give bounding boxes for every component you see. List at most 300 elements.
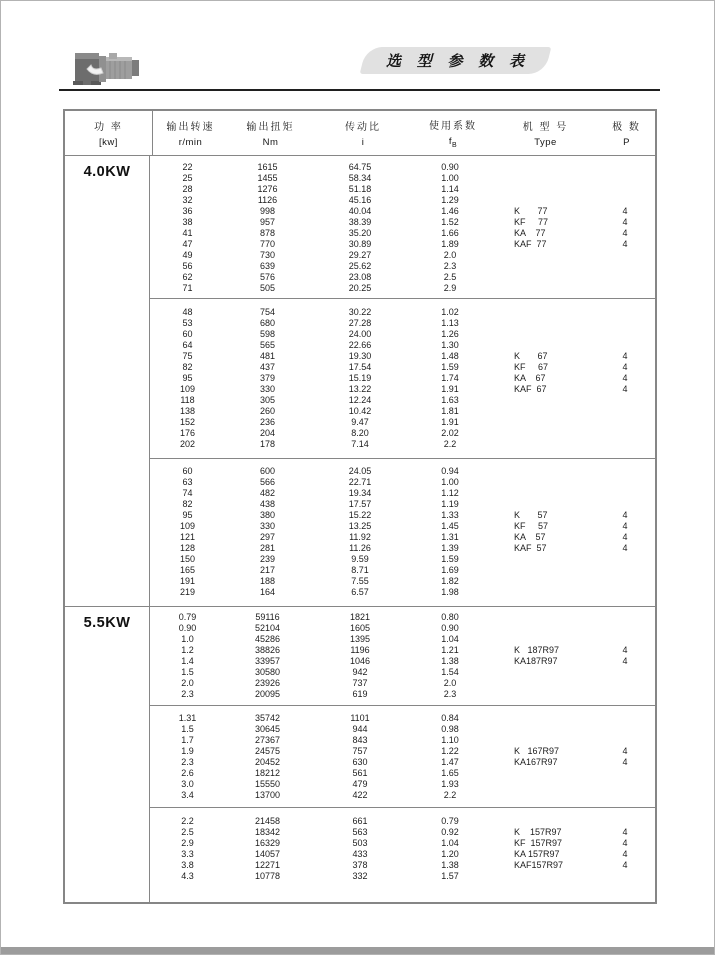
cell-output-speed: 2.0 — [181, 678, 194, 689]
ratio-block — [150, 299, 655, 459]
table-row — [150, 667, 655, 678]
cell-service-factor: 1.00 — [441, 173, 459, 184]
cell-service-factor: 0.90 — [441, 162, 459, 173]
cell-ratio: 17.57 — [348, 499, 372, 510]
cell-output-torque: 10778 — [254, 871, 281, 882]
cell-ratio: 378 — [352, 860, 368, 871]
cell-output-torque: 38826 — [254, 645, 281, 656]
cell-service-factor: 2.2 — [443, 438, 457, 449]
selection-parameter-table — [63, 109, 657, 904]
cell-output-speed: 3.3 — [181, 849, 194, 860]
cell-output-torque: 730 — [259, 249, 276, 260]
cell-service-factor: 1.31 — [441, 532, 459, 543]
ratio-block-list — [150, 156, 655, 606]
cell-service-factor: 1.54 — [441, 667, 459, 678]
header-rule — [59, 89, 660, 91]
cell-ratio: 561 — [352, 768, 368, 779]
cell-service-factor: 2.02 — [441, 427, 459, 438]
column-header-unit: Type — [534, 137, 557, 148]
cell-output-torque: 770 — [259, 239, 276, 250]
table-row — [150, 645, 655, 656]
cell-service-factor: 1.33 — [441, 510, 459, 521]
cell-type: KAF 57 — [514, 543, 547, 554]
table-row — [150, 575, 655, 586]
cell-service-factor: 2.5 — [443, 271, 457, 282]
cell-service-factor: 1.04 — [441, 634, 459, 645]
cell-poles: 4 — [622, 521, 628, 532]
cell-output-speed: 22 — [182, 162, 193, 173]
cell-output-torque: 297 — [259, 532, 276, 543]
table-row — [150, 271, 655, 282]
cell-service-factor: 1.46 — [441, 206, 459, 217]
cell-poles: 4 — [622, 757, 628, 768]
table-row — [150, 586, 655, 597]
cell-output-torque: 30645 — [254, 724, 281, 735]
cell-ratio: 13.25 — [348, 521, 372, 532]
cell-service-factor: 1.22 — [441, 746, 459, 757]
table-row — [150, 307, 655, 318]
cell-output-torque: 260 — [259, 405, 276, 416]
cell-output-torque: 13700 — [254, 790, 281, 801]
column-header-unit: i — [361, 137, 365, 148]
cell-poles: 4 — [622, 510, 628, 521]
cell-type: KF 67 — [514, 362, 549, 373]
column-header-cn: 输出转速 — [166, 122, 215, 133]
cell-type: KA 157R97 — [514, 849, 560, 860]
cell-ratio: 433 — [352, 849, 368, 860]
table-row — [150, 860, 655, 871]
cell-output-torque: 14057 — [254, 849, 281, 860]
column-header-cn: 极 数 — [612, 122, 641, 133]
cell-service-factor: 1.02 — [441, 307, 459, 318]
cell-type: KA 77 — [514, 228, 546, 239]
cell-type: KA187R97 — [514, 656, 558, 667]
power-section — [65, 606, 655, 902]
cell-poles: 4 — [622, 543, 628, 554]
cell-ratio: 422 — [352, 790, 368, 801]
cell-ratio: 64.75 — [348, 162, 372, 173]
cell-output-speed: 1.7 — [181, 735, 194, 746]
cell-output-speed: 128 — [179, 543, 196, 554]
page-title: 选 型 参 数 表 — [386, 54, 531, 70]
column-header — [313, 111, 413, 155]
cell-type: K 187R97 — [514, 645, 560, 656]
cell-service-factor: 1.93 — [441, 779, 459, 790]
cell-poles: 4 — [622, 384, 628, 395]
cell-output-speed: 32 — [182, 195, 193, 206]
cell-service-factor: 1.47 — [441, 757, 459, 768]
cell-type: KAF157R97 — [514, 860, 564, 871]
ratio-block — [150, 459, 655, 606]
cell-output-speed: 176 — [179, 427, 196, 438]
cell-output-torque: 21458 — [254, 816, 281, 827]
column-header — [493, 111, 598, 155]
cell-output-torque: 18212 — [254, 768, 281, 779]
cell-output-torque: 20095 — [254, 689, 281, 700]
cell-output-speed: 95 — [182, 373, 193, 384]
cell-output-speed: 118 — [180, 394, 195, 405]
cell-output-torque: 33957 — [254, 656, 281, 667]
cell-output-speed: 1.9 — [181, 746, 194, 757]
cell-poles: 4 — [622, 838, 628, 849]
column-header — [153, 111, 228, 155]
cell-output-speed: 3.0 — [181, 779, 194, 790]
cell-output-torque: 1126 — [257, 195, 278, 206]
cell-ratio: 29.27 — [348, 249, 372, 260]
table-row — [150, 217, 655, 228]
cell-ratio: 7.14 — [351, 438, 369, 449]
cell-ratio: 40.04 — [348, 206, 372, 217]
cell-poles: 4 — [622, 217, 628, 228]
cell-type: KF 57 — [514, 521, 549, 532]
column-header-cn: 输出扭矩 — [246, 122, 295, 133]
cell-type: KF 157R97 — [514, 838, 563, 849]
cell-output-speed: 1.5 — [181, 667, 194, 678]
page-bottom-bar — [1, 947, 714, 954]
cell-ratio: 11.26 — [349, 543, 371, 554]
table-row — [150, 329, 655, 340]
cell-service-factor: 1.91 — [441, 416, 459, 427]
cell-output-speed: 74 — [182, 488, 193, 499]
cell-ratio: 9.59 — [351, 553, 369, 564]
table-row — [150, 554, 655, 565]
table-row — [150, 779, 655, 790]
cell-ratio: 17.54 — [348, 362, 372, 373]
cell-type: K 77 — [514, 206, 548, 217]
cell-ratio: 25.62 — [348, 260, 372, 271]
column-header — [228, 111, 313, 155]
ratio-block — [150, 706, 655, 808]
cell-ratio: 10.42 — [348, 405, 372, 416]
table-row — [150, 768, 655, 779]
cell-output-torque: 204 — [259, 427, 276, 438]
cell-service-factor: 1.12 — [441, 488, 459, 499]
table-row — [150, 871, 655, 882]
cell-output-speed: 1.4 — [181, 656, 194, 667]
gear-motor-illustration — [69, 45, 145, 93]
cell-output-torque: 27367 — [254, 735, 281, 746]
cell-service-factor: 1.59 — [441, 553, 459, 564]
table-row — [150, 678, 655, 689]
cell-output-torque: 437 — [259, 362, 276, 373]
cell-type: KAF 77 — [514, 239, 547, 250]
cell-poles: 4 — [622, 373, 628, 384]
cell-output-speed: 28 — [182, 184, 193, 195]
cell-service-factor: 0.94 — [441, 466, 459, 477]
cell-output-speed: 219 — [179, 586, 196, 597]
column-header — [65, 111, 153, 155]
cell-output-torque: 18342 — [254, 827, 281, 838]
table-row — [150, 427, 655, 438]
cell-output-speed: 38 — [182, 217, 193, 228]
cell-service-factor: 1.30 — [441, 340, 459, 351]
cell-service-factor: 1.14 — [441, 184, 459, 195]
cell-service-factor: 1.59 — [441, 362, 459, 373]
cell-type: KA167R97 — [514, 757, 558, 768]
cell-output-speed: 64 — [182, 340, 193, 351]
cell-service-factor: 1.39 — [441, 543, 459, 554]
cell-output-speed: 1.5 — [181, 724, 194, 735]
cell-ratio: 843 — [352, 735, 368, 746]
cell-poles: 4 — [622, 746, 628, 757]
cell-service-factor: 1.10 — [441, 735, 459, 746]
table-row — [150, 564, 655, 575]
cell-output-speed: 0.90 — [178, 623, 197, 634]
cell-ratio: 944 — [352, 724, 368, 735]
cell-output-torque: 23926 — [254, 678, 281, 689]
cell-output-speed: 4.3 — [181, 871, 194, 882]
cell-output-speed: 62 — [182, 271, 193, 282]
cell-output-speed: 47 — [182, 239, 193, 250]
cell-output-speed: 71 — [182, 282, 193, 293]
table-header-row — [65, 111, 655, 156]
cell-output-torque: 957 — [259, 217, 276, 228]
cell-ratio: 1605 — [349, 623, 371, 634]
cell-service-factor: 1.29 — [441, 195, 459, 206]
cell-output-torque: 330 — [259, 384, 276, 395]
cell-service-factor: 0.92 — [441, 827, 459, 838]
table-row — [150, 184, 655, 195]
cell-poles: 4 — [622, 656, 628, 667]
cell-ratio: 38.39 — [348, 217, 372, 228]
cell-ratio: 45.16 — [348, 195, 372, 206]
cell-service-factor: 1.66 — [441, 228, 459, 239]
column-header-unit: P — [623, 137, 630, 148]
table-row — [150, 405, 655, 416]
cell-output-torque: 239 — [259, 553, 276, 564]
cell-output-torque: 481 — [259, 351, 276, 362]
column-header-unit: Nm — [262, 137, 279, 148]
cell-output-speed: 95 — [182, 510, 193, 521]
cell-poles: 4 — [622, 532, 628, 543]
table-row — [150, 239, 655, 250]
table-row — [150, 340, 655, 351]
cell-output-speed: 48 — [182, 307, 193, 318]
cell-output-speed: 2.9 — [181, 838, 194, 849]
cell-output-torque: 998 — [259, 206, 276, 217]
cell-output-torque: 52104 — [254, 623, 281, 634]
cell-output-speed: 202 — [179, 438, 196, 449]
cell-output-torque: 305 — [259, 394, 276, 405]
table-row — [150, 250, 655, 261]
cell-output-torque: 379 — [259, 373, 276, 384]
cell-output-torque: 438 — [259, 499, 276, 510]
cell-output-speed: 53 — [182, 318, 193, 329]
cell-poles: 4 — [622, 206, 628, 217]
table-row — [150, 477, 655, 488]
cell-service-factor: 1.65 — [441, 768, 459, 779]
column-header-cn: 传动比 — [345, 122, 381, 133]
cell-ratio: 661 — [352, 816, 368, 827]
cell-ratio: 27.28 — [348, 318, 372, 329]
cell-service-factor: 2.9 — [443, 282, 457, 293]
cell-output-torque: 754 — [259, 307, 276, 318]
cell-output-speed: 82 — [182, 362, 193, 373]
column-header-unit: r/min — [178, 137, 203, 148]
cell-output-torque: 639 — [259, 260, 276, 271]
cell-output-torque: 59116 — [255, 612, 280, 623]
cell-output-speed: 165 — [179, 564, 196, 575]
cell-service-factor: 2.3 — [443, 260, 457, 271]
cell-ratio: 12.24 — [348, 394, 372, 405]
table-row — [150, 623, 655, 634]
cell-output-speed: 1.0 — [181, 634, 194, 645]
ratio-block — [150, 808, 655, 902]
ratio-block — [150, 607, 655, 706]
cell-service-factor: 1.04 — [441, 838, 459, 849]
cell-ratio: 1196 — [350, 645, 370, 656]
table-row — [150, 488, 655, 499]
cell-output-speed: 49 — [182, 249, 193, 260]
cell-output-speed: 1.31 — [178, 713, 197, 724]
cell-ratio: 13.22 — [348, 384, 372, 395]
cell-type: KAF 67 — [514, 384, 547, 395]
cell-output-torque: 1615 — [257, 162, 278, 173]
cell-poles: 4 — [622, 239, 628, 250]
table-row — [150, 532, 655, 543]
cell-output-torque: 16329 — [254, 838, 281, 849]
cell-service-factor: 1.38 — [441, 860, 459, 871]
cell-service-factor: 1.45 — [441, 521, 459, 532]
cell-output-speed: 109 — [179, 384, 196, 395]
column-header-cn: 机 型 号 — [522, 122, 569, 133]
table-row — [150, 395, 655, 406]
table-row — [150, 634, 655, 645]
cell-ratio: 737 — [352, 678, 368, 689]
cell-output-speed: 75 — [182, 351, 193, 362]
cell-ratio: 24.05 — [348, 466, 372, 477]
cell-service-factor: 1.26 — [441, 329, 459, 340]
cell-output-torque: 565 — [259, 340, 276, 351]
column-header — [598, 111, 655, 155]
column-header-cn: 使用系数 — [429, 121, 477, 133]
cell-output-torque: 380 — [259, 510, 276, 521]
column-header-cn: 功 率 — [94, 122, 123, 133]
cell-output-torque: 164 — [259, 586, 276, 597]
cell-output-speed: 25 — [182, 173, 193, 184]
table-row — [150, 543, 655, 554]
cell-service-factor: 1.00 — [441, 477, 459, 488]
cell-output-torque: 20452 — [254, 757, 281, 768]
cell-output-torque: 12271 — [254, 860, 281, 871]
cell-output-speed: 191 — [179, 575, 196, 586]
cell-service-factor: 1.57 — [441, 871, 459, 882]
cell-service-factor: 2.0 — [443, 249, 457, 260]
cell-ratio: 1395 — [349, 634, 371, 645]
cell-output-torque: 505 — [259, 282, 276, 293]
cell-type: KA 57 — [514, 532, 546, 543]
cell-output-torque: 1455 — [257, 173, 278, 184]
cell-ratio: 23.08 — [348, 271, 372, 282]
cell-ratio: 51.18 — [348, 184, 372, 195]
cell-output-torque: 330 — [259, 521, 276, 532]
cell-service-factor: 1.19 — [441, 499, 459, 510]
cell-output-speed: 63 — [182, 477, 193, 488]
cell-ratio: 9.47 — [351, 416, 369, 427]
cell-output-speed: 1.2 — [181, 645, 194, 656]
cell-output-torque: 566 — [259, 477, 276, 488]
cell-output-torque: 24575 — [254, 746, 281, 757]
cell-service-factor: 0.98 — [441, 724, 459, 735]
cell-ratio: 1821 — [349, 612, 371, 623]
table-row — [150, 466, 655, 477]
cell-output-speed: 56 — [182, 260, 193, 271]
cell-output-torque: 680 — [259, 318, 276, 329]
table-row — [150, 757, 655, 768]
cell-output-torque: 482 — [259, 488, 276, 499]
cell-output-speed: 82 — [182, 499, 193, 510]
cell-poles: 4 — [622, 362, 628, 373]
cell-ratio: 1101 — [350, 713, 370, 724]
cell-type: K 67 — [514, 351, 548, 362]
cell-ratio: 757 — [352, 746, 368, 757]
cell-output-speed: 2.5 — [181, 827, 194, 838]
table-row — [150, 612, 655, 623]
table-row — [150, 827, 655, 838]
cell-output-speed: 60 — [182, 329, 193, 340]
cell-ratio: 20.25 — [348, 282, 372, 293]
cell-type: K 167R97 — [514, 746, 560, 757]
cell-output-speed: 121 — [179, 532, 196, 543]
cell-ratio: 503 — [352, 838, 368, 849]
cell-ratio: 7.55 — [351, 575, 369, 586]
table-row — [150, 173, 655, 184]
cell-service-factor: 0.79 — [441, 816, 459, 827]
table-row — [150, 373, 655, 384]
column-header-unit: $f_B$ — [448, 136, 458, 149]
cell-ratio: 22.66 — [348, 340, 372, 351]
cell-type: K 157R97 — [514, 827, 562, 838]
table-row — [150, 206, 655, 217]
cell-output-torque: 45286 — [254, 634, 281, 645]
cell-service-factor: 1.82 — [441, 575, 459, 586]
cell-ratio: 15.19 — [348, 373, 372, 384]
cell-ratio: 8.71 — [351, 564, 369, 575]
table-row — [150, 656, 655, 667]
column-header-unit-sub: B — [451, 141, 458, 149]
table-row — [150, 735, 655, 746]
cell-service-factor: 2.3 — [443, 689, 457, 700]
cell-output-speed: 3.8 — [181, 860, 194, 871]
cell-ratio: 332 — [352, 871, 368, 882]
cell-ratio: 6.57 — [351, 586, 369, 597]
cell-ratio: 19.34 — [348, 488, 372, 499]
table-row — [150, 260, 655, 271]
table-row — [150, 499, 655, 510]
power-section — [65, 156, 655, 606]
ratio-block-list — [150, 607, 655, 902]
cell-output-torque: 600 — [259, 466, 276, 477]
cell-ratio: 19.30 — [348, 351, 372, 362]
cell-output-speed: 0.79 — [178, 612, 197, 623]
cell-poles: 4 — [622, 351, 628, 362]
cell-output-speed: 2.2 — [181, 816, 194, 827]
table-row — [150, 510, 655, 521]
cell-ratio: 58.34 — [348, 173, 372, 184]
table-row — [150, 384, 655, 395]
cell-output-speed: 36 — [182, 206, 193, 217]
table-body — [65, 156, 655, 902]
cell-ratio: 30.22 — [348, 307, 372, 318]
cell-output-torque: 35742 — [254, 713, 281, 724]
cell-service-factor: 1.38 — [441, 656, 459, 667]
cell-service-factor: 1.21 — [441, 645, 459, 656]
cell-ratio: 11.92 — [349, 532, 371, 543]
cell-service-factor: 1.89 — [441, 239, 459, 250]
cell-service-factor: 0.84 — [441, 713, 459, 724]
table-row — [150, 713, 655, 724]
table-row — [150, 689, 655, 700]
